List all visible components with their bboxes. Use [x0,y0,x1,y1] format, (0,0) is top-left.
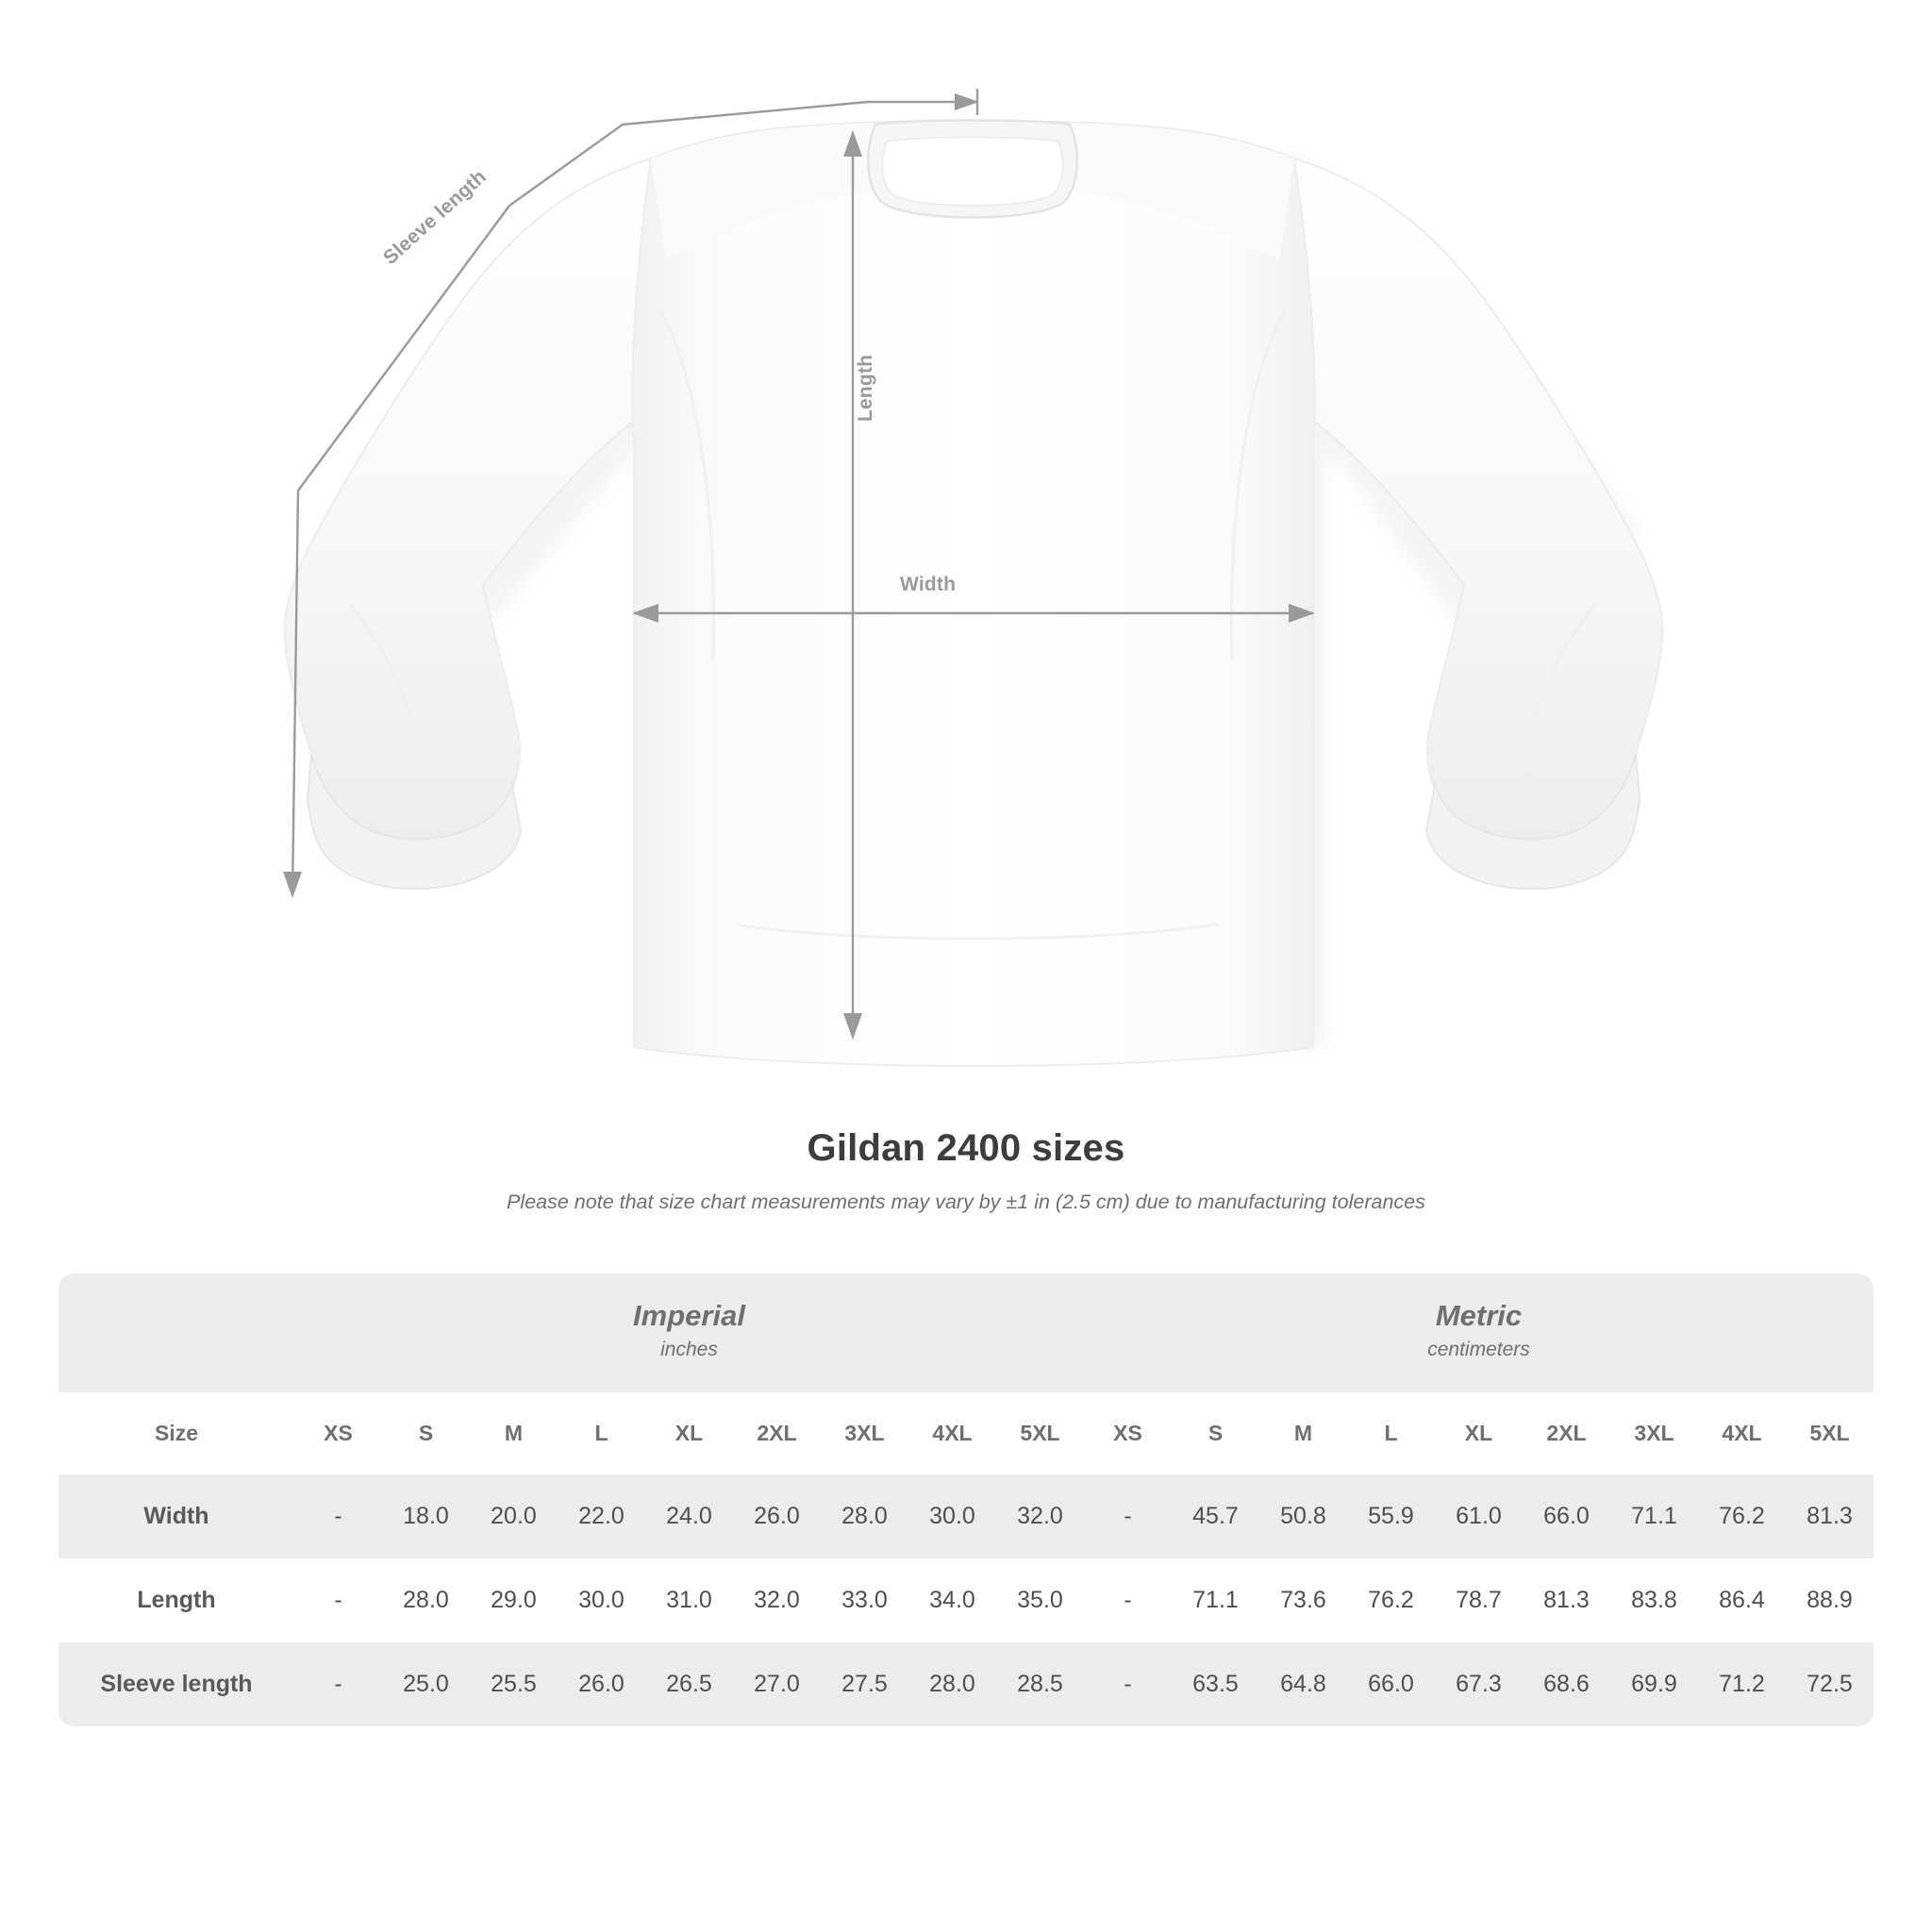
measurement-cell: 73.6 [1259,1558,1347,1642]
measurement-cell: 71.1 [1610,1474,1698,1558]
measurement-cell: 34.0 [908,1558,996,1642]
width-label: Width [900,574,957,595]
size-column-header: 5XL [1786,1392,1874,1474]
measurement-cell: 26.5 [645,1642,733,1726]
tolerance-note: Please note that size chart measurements may vary by ±1 in (2.5 cm) due to manufacturing tolerances [507,1191,1425,1213]
measurement-cell: 27.0 [733,1642,821,1726]
imperial-group-header [294,1274,1084,1392]
measurement-cell: - [1084,1642,1172,1726]
measurement-cell: 68.6 [1523,1642,1610,1726]
size-column-header: L [1347,1392,1435,1474]
size-column-header: XS [294,1392,382,1474]
measurement-cell: 35.0 [996,1558,1084,1642]
measurement-cell: 61.0 [1435,1474,1523,1558]
imperial-title: Imperial [633,1299,745,1332]
size-column-header: S [382,1392,470,1474]
neck-opening [882,138,1063,207]
right-sleeve [1294,158,1662,839]
measurement-cell: 81.3 [1523,1558,1610,1642]
measurement-cell: 25.0 [382,1642,470,1726]
size-column-header: M [1259,1392,1347,1474]
measurement-cell: 33.0 [821,1558,908,1642]
unit-corner-cell [58,1274,294,1392]
measurement-cell: 26.0 [733,1474,821,1558]
size-chart-table-wrap [58,1274,1874,1726]
measurement-cell: 76.2 [1347,1558,1435,1642]
size-column-header: 3XL [821,1392,908,1474]
size-chart-table [58,1274,1874,1726]
measurement-cell: 24.0 [645,1474,733,1558]
measurement-cell: 28.5 [996,1642,1084,1726]
metric-title: Metric [1435,1299,1523,1332]
metric-unit: centimeters [1427,1338,1530,1360]
measurement-cell: 83.8 [1610,1558,1698,1642]
metric-group-header [1084,1274,1874,1392]
measurement-cell: 76.2 [1698,1474,1786,1558]
size-column-header: 5XL [996,1392,1084,1474]
measurement-cell: 66.0 [1347,1642,1435,1726]
measurement-cell: 28.0 [908,1642,996,1726]
measurement-cell: 29.0 [470,1558,558,1642]
measurement-cell: 31.0 [645,1558,733,1642]
size-column-header: S [1172,1392,1259,1474]
sleeve-length-label: Sleeve length [379,165,491,270]
size-header-row [58,1392,1874,1474]
length-label: Length [855,354,876,422]
size-column-header: 4XL [908,1392,996,1474]
measurement-cell: 30.0 [908,1474,996,1558]
size-header-cell: Size [58,1392,294,1474]
measurement-cell: 50.8 [1259,1474,1347,1558]
measurement-cell: 67.3 [1435,1642,1523,1726]
measurement-row-label: Width [58,1474,294,1558]
measurement-cell: 86.4 [1698,1558,1786,1642]
table-row [58,1558,1874,1642]
measurement-cell: 32.0 [733,1558,821,1642]
measurement-cell: - [1084,1474,1172,1558]
measurement-cell: 88.9 [1786,1558,1874,1642]
size-column-header: 4XL [1698,1392,1786,1474]
size-column-header: L [558,1392,645,1474]
page-title: Gildan 2400 sizes [807,1127,1125,1169]
size-column-header: M [470,1392,558,1474]
measurement-cell: - [294,1642,382,1726]
imperial-unit: inches [660,1338,718,1360]
measurement-cell: - [294,1474,382,1558]
measurement-cell: 26.0 [558,1642,645,1726]
measurement-cell: - [294,1558,382,1642]
size-column-header: 2XL [733,1392,821,1474]
measurement-cell: 30.0 [558,1558,645,1642]
size-column-header: XL [645,1392,733,1474]
measurement-cell: 63.5 [1172,1642,1259,1726]
measurement-cell: 18.0 [382,1474,470,1558]
measurement-cell: 27.5 [821,1642,908,1726]
measurement-cell: 25.5 [470,1642,558,1726]
size-column-header: 3XL [1610,1392,1698,1474]
measurement-cell: 22.0 [558,1474,645,1558]
measurement-row-label: Length [58,1558,294,1642]
measurement-cell: 45.7 [1172,1474,1259,1558]
measurement-cell: 32.0 [996,1474,1084,1558]
measurement-cell: 71.2 [1698,1642,1786,1726]
measurement-cell: 28.0 [382,1558,470,1642]
measurement-cell: 66.0 [1523,1474,1610,1558]
measurement-cell: 28.0 [821,1474,908,1558]
measurement-cell: 72.5 [1786,1642,1874,1726]
measurement-cell: - [1084,1558,1172,1642]
measurement-cell: 71.1 [1172,1558,1259,1642]
table-row [58,1642,1874,1726]
table-head [58,1274,1874,1474]
size-column-header: 2XL [1523,1392,1610,1474]
measurement-cell: 69.9 [1610,1642,1698,1726]
title-block [0,1127,1932,1214]
measurement-cell: 64.8 [1259,1642,1347,1726]
measurement-cell: 20.0 [470,1474,558,1558]
measurement-row-label: Sleeve length [58,1642,294,1726]
measurement-cell: 55.9 [1347,1474,1435,1558]
unit-header-row [58,1274,1874,1392]
size-column-header: XS [1084,1392,1172,1474]
table-row [58,1474,1874,1558]
size-column-header: XL [1435,1392,1523,1474]
table-body [58,1474,1874,1726]
measurement-cell: 78.7 [1435,1558,1523,1642]
measurement-cell: 81.3 [1786,1474,1874,1558]
